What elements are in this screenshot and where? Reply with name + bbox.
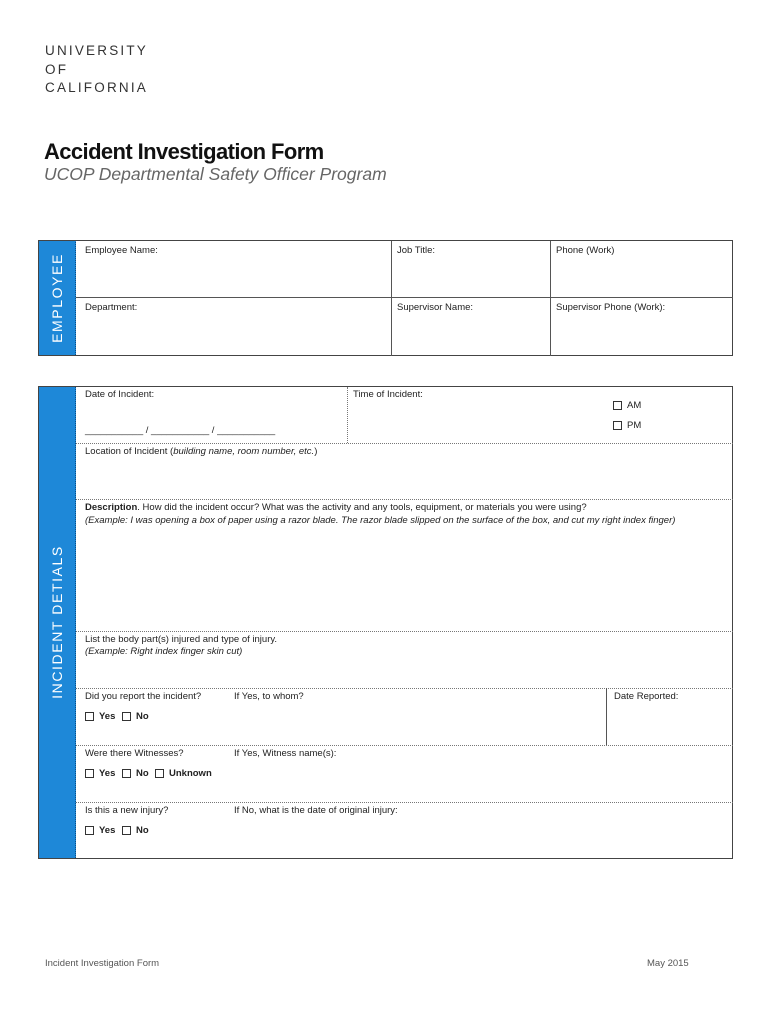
witnesses-no-label: No <box>136 768 149 779</box>
am-label: AM <box>627 400 642 411</box>
reported-yes-label: Yes <box>99 711 116 722</box>
reported-yes-box <box>85 712 94 721</box>
reported-no-box <box>122 712 131 721</box>
witness-names-label: If Yes, Witness name(s): <box>234 748 337 759</box>
date-reported-label: Date Reported: <box>614 691 679 702</box>
witnesses-unknown-label: Unknown <box>169 768 212 779</box>
witnesses-no-box <box>122 769 131 778</box>
witnesses-yes-checkbox[interactable] <box>85 768 115 779</box>
description-text: . How did the incident occur? What was the activity and any tools, equipment, or materials you were using? <box>137 502 587 513</box>
new-injury-yes-box <box>85 826 94 835</box>
witnesses-unknown-box <box>155 769 164 778</box>
new-injury-yes-label: Yes <box>99 825 116 836</box>
job-title-label: Job Title: <box>397 245 436 256</box>
employee-table <box>38 240 733 356</box>
new-injury-no-label: No <box>136 825 149 836</box>
phone-work-label: Phone (Work) <box>556 245 615 256</box>
pm-checkbox[interactable] <box>613 420 641 431</box>
logo-line-3: CALIFORNIA <box>45 80 149 95</box>
time-of-incident-label: Time of Incident: <box>353 389 423 400</box>
pm-label: PM <box>627 420 642 431</box>
description-field[interactable] <box>76 499 733 631</box>
reported-no-label: No <box>136 711 149 722</box>
location-label <box>85 446 317 457</box>
incident-section-label: INCIDENT DETIALS <box>48 545 65 699</box>
witnesses-field <box>76 745 733 802</box>
supervisor-name-label: Supervisor Name: <box>397 302 474 313</box>
body-parts-field[interactable] <box>76 631 733 688</box>
form-subtitle: UCOP Departmental Safety Officer Program <box>44 164 387 184</box>
supervisor-name-field[interactable] <box>391 297 550 356</box>
new-injury-field <box>76 802 733 859</box>
logo-line-1: UNIVERSITY <box>45 43 149 58</box>
reported-no-checkbox[interactable] <box>122 711 149 722</box>
description-bold: Description <box>85 502 138 513</box>
reported-label: Did you report the incident? <box>85 691 202 702</box>
date-of-incident-label: Date of Incident: <box>85 389 155 400</box>
location-label-close: ) <box>314 446 318 457</box>
incident-table <box>38 386 733 859</box>
supervisor-phone-label: Supervisor Phone (Work): <box>556 302 666 313</box>
date-of-incident-field[interactable] <box>76 387 347 443</box>
employee-name-label: Employee Name: <box>85 245 158 256</box>
am-checkbox-box <box>613 401 622 410</box>
new-injury-no-checkbox[interactable] <box>122 825 149 836</box>
body-parts-example: (Example: Right index finger skin cut) <box>85 646 243 657</box>
footer-form-name: Incident Investigation Form <box>45 958 160 969</box>
footer-date: May 2015 <box>647 958 689 969</box>
reported-field <box>76 688 606 745</box>
original-injury-date-label: If No, what is the date of original injury: <box>234 805 398 816</box>
witnesses-no-checkbox[interactable] <box>122 768 149 779</box>
witnesses-yes-label: Yes <box>99 768 116 779</box>
location-hint: building name, room number, etc. <box>173 446 315 457</box>
witnesses-label: Were there Witnesses? <box>85 748 184 759</box>
department-label: Department: <box>85 302 138 313</box>
new-injury-yes-checkbox[interactable] <box>85 825 115 836</box>
reported-yes-checkbox[interactable] <box>85 711 115 722</box>
logo-line-2: OF <box>45 61 69 77</box>
time-of-incident-field[interactable] <box>347 387 733 443</box>
date-blank-line: ___________ / ___________ / ___________ <box>85 425 276 436</box>
supervisor-phone-field[interactable] <box>550 297 733 356</box>
pm-checkbox-box <box>613 421 622 430</box>
location-field[interactable] <box>76 443 733 499</box>
date-reported-field[interactable] <box>606 688 733 745</box>
new-injury-label: Is this a new injury? <box>85 805 169 816</box>
witnesses-unknown-checkbox[interactable] <box>155 768 212 779</box>
job-title-field[interactable] <box>391 241 550 297</box>
body-parts-label: List the body part(s) injured and type of injury. <box>85 634 278 645</box>
witnesses-yes-box <box>85 769 94 778</box>
new-injury-no-box <box>122 826 131 835</box>
location-label-text: Location of Incident ( <box>85 446 174 457</box>
phone-work-field[interactable] <box>550 241 733 297</box>
am-checkbox[interactable] <box>613 400 641 411</box>
description-example: (Example: I was opening a box of paper using a razor blade. The razor blade slipped on the surface of the box, and cut my right index finger) <box>85 515 676 526</box>
employee-section-label: EMPLOYEE <box>48 252 65 343</box>
department-field[interactable] <box>76 297 391 356</box>
employee-name-field[interactable] <box>76 241 391 297</box>
reported-whom-label: If Yes, to whom? <box>234 691 304 702</box>
description-label <box>85 502 587 513</box>
form-title: Accident Investigation Form <box>44 139 324 164</box>
university-logo <box>45 42 148 98</box>
